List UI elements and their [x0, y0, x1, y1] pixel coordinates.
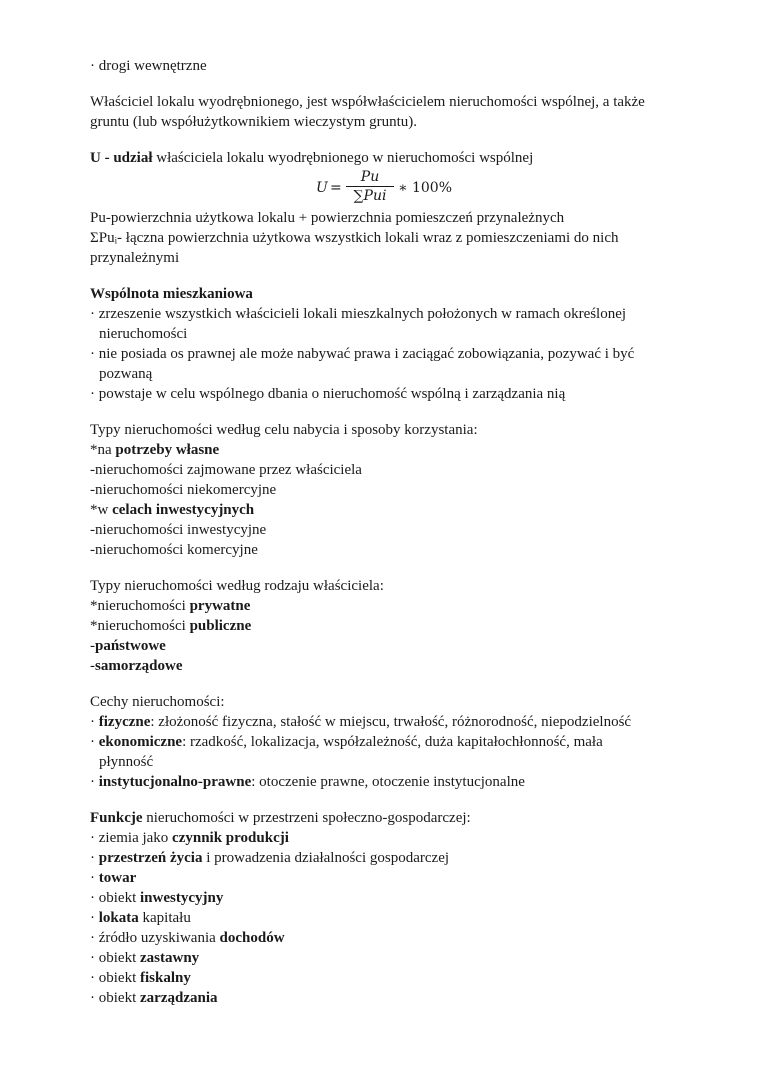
own-needs-item: *na potrzeby własne — [90, 442, 220, 458]
investment-subitem: -nieruchomości komercyjne — [90, 542, 258, 558]
community-item: · zrzeszenie wszystkich właścicieli lokali mieszkalnych położonych w ramach określonej — [90, 306, 627, 322]
list-item-internal-roads: · drogi wewnętrzne — [90, 58, 207, 74]
private-item: *nieruchomości prywatne — [90, 598, 251, 614]
function-item: · obiekt inwestycyjny — [90, 890, 224, 906]
purpose-types-heading: Typy nieruchomości według celu nabycia i sposoby korzystania: — [90, 422, 478, 438]
community-item-cont: pozwaną — [99, 366, 153, 382]
function-item: · ziemia jako czynnik produkcji — [90, 830, 289, 846]
feature-physical: · fizyczne: złożoność fizyczna, stałość w miejscu, trwałość, różnorodność, niepodzielność — [90, 714, 632, 730]
community-item-cont: nieruchomości — [99, 326, 188, 342]
share-term: U - udział — [90, 150, 153, 166]
pu-definition: Pu-powierzchnia użytkowa lokalu + powierzchnia pomieszczeń przynależnych — [90, 210, 565, 226]
function-item: · lokata kapitału — [90, 910, 191, 926]
share-formula — [90, 168, 680, 208]
community-item: · powstaje w celu wspólnego dbania o nieruchomość wspólną i zarządzania nią — [90, 386, 566, 402]
ownership-paragraph: Właściciel lokalu wyodrębnionego, jest współwłaścicielem nieruchomości wspólnej, a także gruntu (lub współużytkownikiem wieczystym gruntu). — [90, 94, 645, 130]
functions-heading: Funkcje nieruchomości w przestrzeni społeczno-gospodarczej: — [90, 810, 471, 826]
community-item: · nie posiada os prawnej ale może nabywać prawa i zaciągać zobowiązania, pozywać i być — [90, 346, 635, 362]
formula-denominator: ∑Pui — [353, 188, 387, 204]
community-heading: Wspólnota mieszkaniowa — [90, 286, 253, 302]
formula-equals: = — [330, 180, 342, 196]
formula-numerator: Pu — [360, 169, 380, 185]
document-page — [90, 56, 680, 1008]
own-needs-subitem: -nieruchomości niekomercyjne — [90, 482, 277, 498]
features-heading: Cechy nieruchomości: — [90, 694, 225, 710]
sum-pu-definition: ΣPuᵢ- łączna powierzchnia użytkowa wszystkich lokali wraz z pomieszczeniami do nich — [90, 230, 619, 246]
function-item: · obiekt zarządzania — [90, 990, 218, 1006]
function-item: · przestrzeń życia i prowadzenia działalności gospodarczej — [90, 850, 450, 866]
sum-pu-definition-cont: przynależnymi — [90, 250, 180, 266]
function-item: · źródło uzyskiwania dochodów — [90, 930, 285, 946]
formula-fraction — [345, 168, 395, 205]
investment-item: *w celach inwestycyjnych — [90, 502, 255, 518]
owner-types-heading: Typy nieruchomości według rodzaju właściciela: — [90, 578, 384, 594]
feature-legal: · instytucjonalno-prawne: otoczenie prawne, otoczenie instytucjonalne — [90, 774, 525, 790]
state-item: -państwowe — [90, 638, 166, 654]
function-item: · obiekt fiskalny — [90, 970, 191, 986]
formula-lhs: U — [316, 180, 328, 196]
local-gov-item: -samorządowe — [90, 658, 183, 674]
public-item: *nieruchomości publiczne — [90, 618, 252, 634]
formula-multiplier: ∗ 100% — [398, 180, 452, 196]
share-definition: U - udział właściciela lokalu wyodrębnionego w nieruchomości wspólnej — [90, 150, 534, 166]
own-needs-subitem: -nieruchomości zajmowane przez właściciela — [90, 462, 362, 478]
function-item: · towar — [90, 870, 137, 886]
feature-economic: · ekonomiczne: rzadkość, lokalizacja, współzależność, duża kapitałochłonność, mała — [90, 734, 603, 750]
function-item: · obiekt zastawny — [90, 950, 200, 966]
investment-subitem: -nieruchomości inwestycyjne — [90, 522, 267, 538]
feature-economic-cont: płynność — [99, 754, 154, 770]
